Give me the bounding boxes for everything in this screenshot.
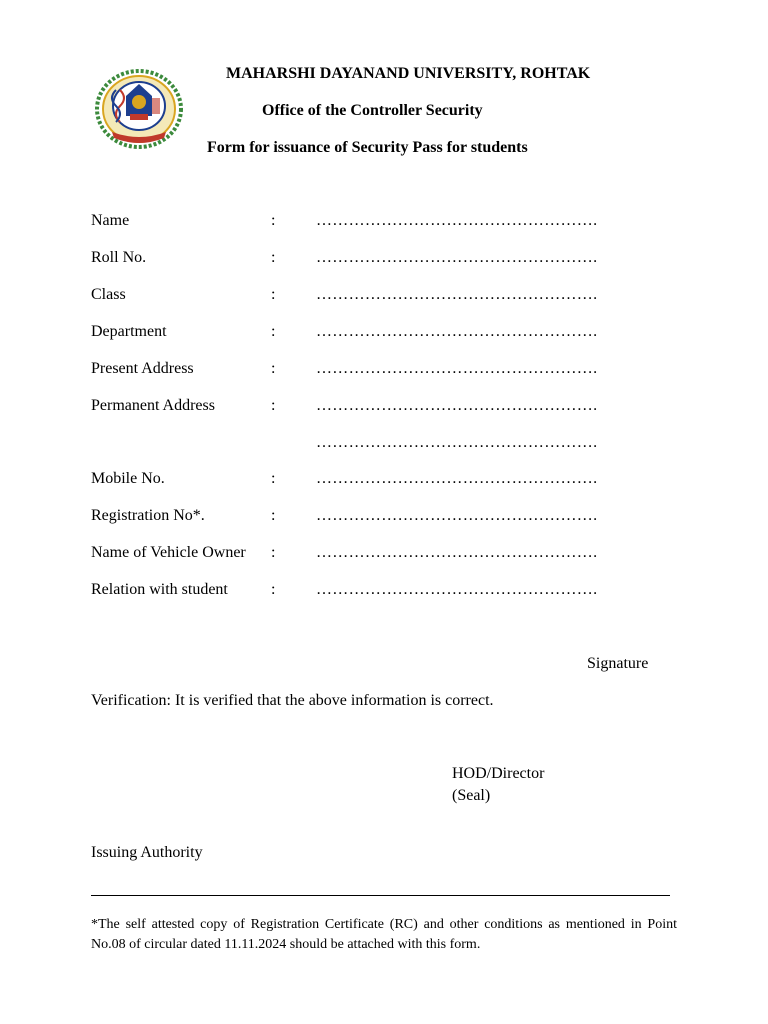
field-label-class: Class: [91, 286, 126, 303]
field-input-name[interactable]: …………………………………………….: [316, 212, 598, 229]
field-colon: :: [271, 249, 276, 266]
field-colon: :: [271, 470, 276, 487]
field-input-permanent-address[interactable]: …………………………………………….: [316, 397, 598, 414]
field-label-registration-no: Registration No*.: [91, 507, 205, 524]
hod-seal: (Seal): [452, 787, 491, 804]
field-input-permanent-address-line2[interactable]: …………………………………………….: [316, 434, 598, 451]
field-colon: :: [271, 360, 276, 377]
issuing-authority: Issuing Authority: [91, 844, 203, 861]
field-label-vehicle-owner: Name of Vehicle Owner: [91, 544, 246, 561]
university-seal-icon: [94, 68, 184, 150]
hod-title: HOD/Director: [452, 765, 545, 782]
field-label-department: Department: [91, 323, 167, 340]
field-colon: :: [271, 507, 276, 524]
field-label-permanent-address: Permanent Address: [91, 397, 215, 414]
university-name: MAHARSHI DAYANAND UNIVERSITY, ROHTAK: [226, 65, 591, 82]
field-input-mobile-no[interactable]: …………………………………………….: [316, 470, 598, 487]
field-input-vehicle-owner[interactable]: …………………………………………….: [316, 544, 598, 561]
field-label-present-address: Present Address: [91, 360, 194, 377]
field-colon: :: [271, 397, 276, 414]
verification-text: Verification: It is verified that the above information is correct.: [91, 692, 494, 709]
field-colon: :: [271, 286, 276, 303]
form-title: Form for issuance of Security Pass for students: [207, 139, 528, 156]
field-colon: :: [271, 544, 276, 561]
field-input-registration-no[interactable]: …………………………………………….: [316, 507, 598, 524]
field-label-roll-no: Roll No.: [91, 249, 147, 266]
field-label-name: Name: [91, 212, 130, 229]
field-colon: :: [271, 212, 276, 229]
divider: [91, 895, 670, 896]
field-input-class[interactable]: …………………………………………….: [316, 286, 598, 303]
field-input-roll-no[interactable]: …………………………………………….: [316, 249, 598, 266]
field-colon: :: [271, 581, 276, 598]
office-title: Office of the Controller Security: [262, 102, 483, 119]
field-label-mobile-no: Mobile No.: [91, 470, 165, 487]
field-colon: :: [271, 323, 276, 340]
field-input-department[interactable]: …………………………………………….: [316, 323, 598, 340]
field-input-relation[interactable]: …………………………………………….: [316, 581, 598, 598]
signature-label: Signature: [587, 655, 649, 672]
footnote: *The self attested copy of Registration Certificate (RC) and other conditions as mentioned in Point No.08 of circular dated 11.11.2024 should be attached with this form.: [91, 917, 677, 952]
field-label-relation: Relation with student: [91, 581, 228, 598]
field-input-present-address[interactable]: …………………………………………….: [316, 360, 598, 377]
